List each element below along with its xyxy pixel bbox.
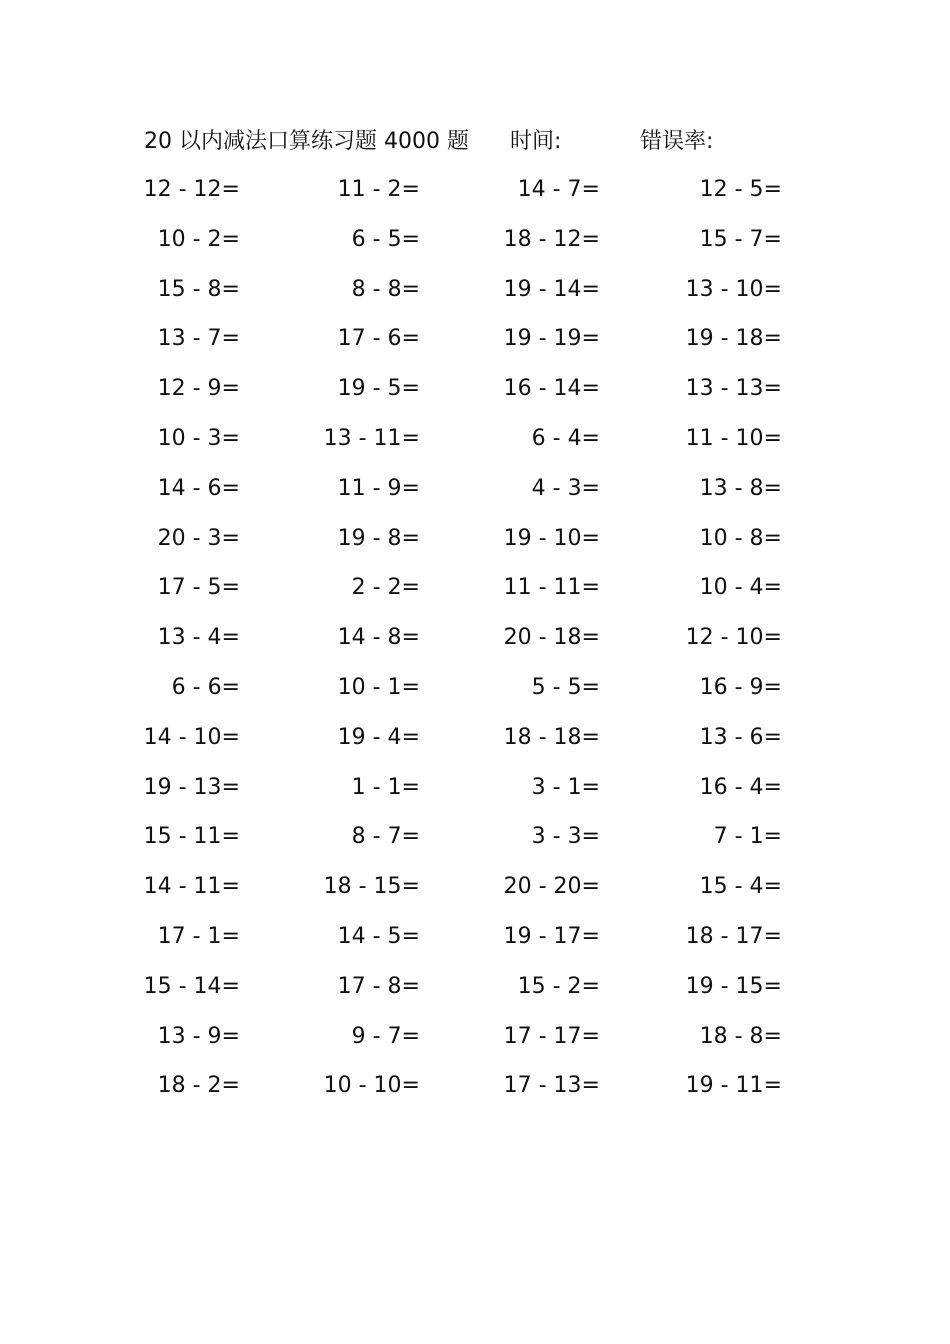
problem-cell: 15 - 4= xyxy=(699,874,782,900)
problem-cell: 17 - 5= xyxy=(157,575,240,601)
problem-cell: 8 - 8= xyxy=(351,276,420,302)
problem-cell: 9 - 7= xyxy=(351,1023,420,1049)
problem-row xyxy=(120,419,820,469)
problem-row xyxy=(120,967,820,1017)
problem-cell: 13 - 9= xyxy=(157,1023,240,1049)
problem-cell: 17 - 17= xyxy=(503,1023,600,1049)
problem-cell: 18 - 17= xyxy=(685,923,782,949)
problem-cell: 6 - 4= xyxy=(531,425,600,451)
problem-cell: 19 - 10= xyxy=(503,525,600,551)
problem-cell: 14 - 5= xyxy=(337,923,420,949)
problem-cell: 18 - 8= xyxy=(699,1023,782,1049)
problem-cell: 16 - 14= xyxy=(503,376,600,402)
problem-cell: 17 - 13= xyxy=(503,1073,600,1099)
problem-row xyxy=(120,319,820,369)
problem-row xyxy=(120,519,820,569)
problem-cell: 12 - 10= xyxy=(685,625,782,651)
problem-row xyxy=(120,170,820,220)
problem-cell: 19 - 5= xyxy=(337,376,420,402)
problem-cell: 16 - 9= xyxy=(699,674,782,700)
problem-cell: 6 - 6= xyxy=(171,674,240,700)
problem-cell: 20 - 20= xyxy=(503,874,600,900)
problem-row xyxy=(120,867,820,917)
problem-cell: 18 - 18= xyxy=(503,724,600,750)
problem-row xyxy=(120,817,820,867)
problem-cell: 19 - 17= xyxy=(503,923,600,949)
problem-cell: 11 - 9= xyxy=(337,475,420,501)
problem-cell: 18 - 12= xyxy=(503,226,600,252)
problem-cell: 3 - 1= xyxy=(531,774,600,800)
problem-cell: 14 - 6= xyxy=(157,475,240,501)
problem-row xyxy=(120,270,820,320)
problem-cell: 20 - 18= xyxy=(503,625,600,651)
problem-cell: 13 - 6= xyxy=(699,724,782,750)
problem-row xyxy=(120,1017,820,1067)
problem-cell: 15 - 2= xyxy=(517,973,600,999)
problem-cell: 17 - 1= xyxy=(157,923,240,949)
problem-cell: 10 - 8= xyxy=(699,525,782,551)
problem-cell: 10 - 4= xyxy=(699,575,782,601)
problem-cell: 7 - 1= xyxy=(713,824,782,850)
problem-row xyxy=(120,568,820,618)
problem-cell: 6 - 5= xyxy=(351,226,420,252)
problem-cell: 2 - 2= xyxy=(351,575,420,601)
problem-cell: 4 - 3= xyxy=(531,475,600,501)
problem-cell: 1 - 1= xyxy=(351,774,420,800)
problem-row xyxy=(120,369,820,419)
problem-cell: 11 - 11= xyxy=(503,575,600,601)
problem-cell: 13 - 8= xyxy=(699,475,782,501)
problem-cell: 16 - 4= xyxy=(699,774,782,800)
problem-row xyxy=(120,668,820,718)
problem-cell: 13 - 13= xyxy=(685,376,782,402)
problem-cell: 15 - 11= xyxy=(143,824,240,850)
problem-cell: 18 - 15= xyxy=(323,874,420,900)
problem-cell: 13 - 10= xyxy=(685,276,782,302)
problem-cell: 10 - 2= xyxy=(157,226,240,252)
problem-row xyxy=(120,917,820,967)
problem-cell: 11 - 2= xyxy=(337,177,420,202)
problem-row xyxy=(120,220,820,270)
problem-cell: 19 - 19= xyxy=(503,326,600,352)
problem-row xyxy=(120,469,820,519)
problem-cell: 12 - 9= xyxy=(157,376,240,402)
problem-cell: 14 - 11= xyxy=(143,874,240,900)
problem-row xyxy=(120,768,820,818)
problem-cell: 15 - 14= xyxy=(143,973,240,999)
problem-cell: 19 - 13= xyxy=(143,774,240,800)
problem-cell: 14 - 10= xyxy=(143,724,240,750)
problem-cell: 14 - 8= xyxy=(337,625,420,651)
problem-cell: 17 - 8= xyxy=(337,973,420,999)
problem-grid xyxy=(120,170,820,1116)
problem-cell: 13 - 7= xyxy=(157,326,240,352)
problem-cell: 10 - 3= xyxy=(157,425,240,451)
problem-cell: 14 - 7= xyxy=(517,177,600,202)
problem-cell: 12 - 5= xyxy=(699,177,782,202)
problem-cell: 5 - 5= xyxy=(531,674,600,700)
problem-cell: 12 - 12= xyxy=(143,177,240,202)
problem-cell: 15 - 8= xyxy=(157,276,240,302)
worksheet-title: 20 以内减法口算练习题 4000 题 xyxy=(144,129,469,154)
problem-cell: 19 - 15= xyxy=(685,973,782,999)
problem-row xyxy=(120,1066,820,1116)
problem-cell: 13 - 4= xyxy=(157,625,240,651)
problem-cell: 19 - 4= xyxy=(337,724,420,750)
problem-cell: 15 - 7= xyxy=(699,226,782,252)
problem-cell: 20 - 3= xyxy=(157,525,240,551)
problem-row xyxy=(120,718,820,768)
problem-cell: 10 - 10= xyxy=(323,1073,420,1099)
problem-cell: 19 - 8= xyxy=(337,525,420,551)
problem-cell: 10 - 1= xyxy=(337,674,420,700)
time-label: 时间: xyxy=(510,129,562,154)
problem-cell: 17 - 6= xyxy=(337,326,420,352)
problem-cell: 19 - 18= xyxy=(685,326,782,352)
error-rate-label: 错误率: xyxy=(640,129,714,154)
problem-cell: 18 - 2= xyxy=(157,1073,240,1099)
problem-cell: 3 - 3= xyxy=(531,824,600,850)
problem-cell: 11 - 10= xyxy=(685,425,782,451)
problem-cell: 8 - 7= xyxy=(351,824,420,850)
problem-cell: 13 - 11= xyxy=(323,425,420,451)
problem-cell: 19 - 14= xyxy=(503,276,600,302)
problem-row xyxy=(120,618,820,668)
problem-cell: 19 - 11= xyxy=(685,1073,782,1099)
